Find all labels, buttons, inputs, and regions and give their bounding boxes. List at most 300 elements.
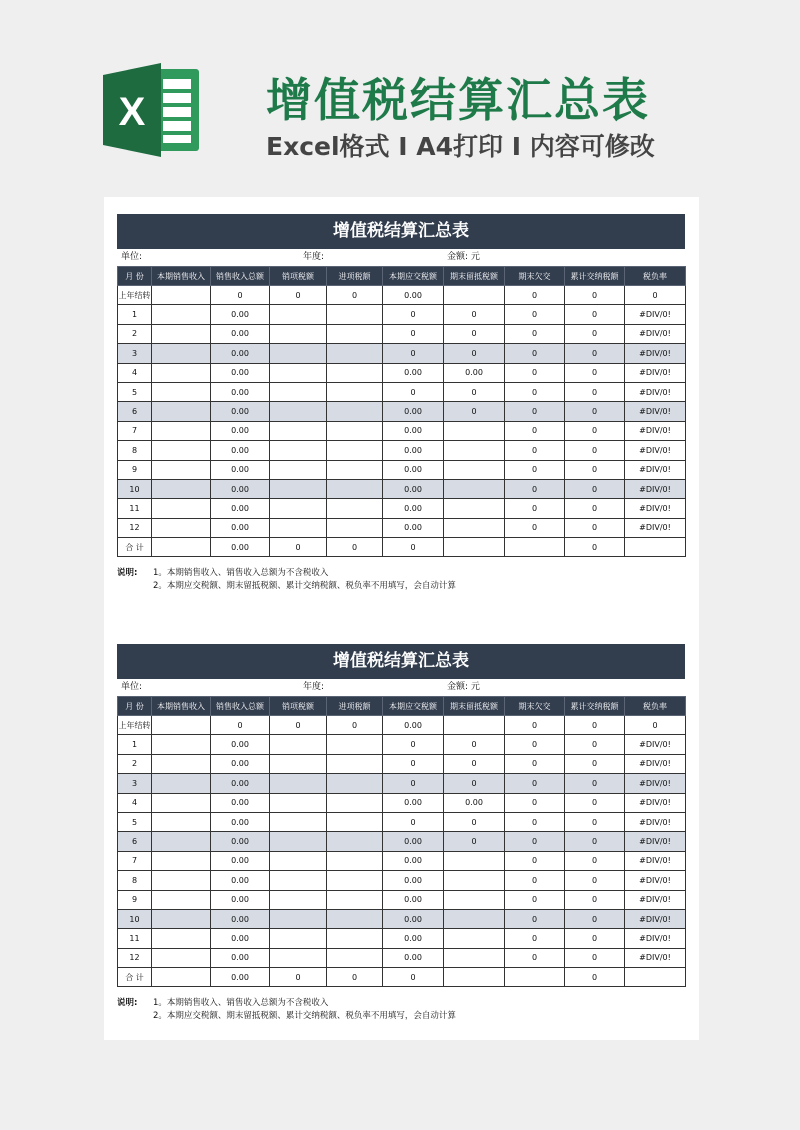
table-cell[interactable]: #DIV/0! bbox=[625, 774, 686, 793]
table-cell[interactable]: 0 bbox=[565, 499, 625, 518]
table-cell[interactable]: 0 bbox=[505, 793, 565, 812]
table-cell[interactable]: 0 bbox=[505, 754, 565, 773]
table-cell[interactable]: 0 bbox=[625, 716, 686, 735]
table-cell[interactable]: 0.00 bbox=[383, 716, 444, 735]
table-cell[interactable]: 0.00 bbox=[211, 812, 270, 831]
table-cell[interactable]: 0.00 bbox=[211, 324, 270, 343]
table-cell[interactable] bbox=[505, 968, 565, 987]
table-cell[interactable]: 0 bbox=[444, 324, 505, 343]
table-cell[interactable] bbox=[152, 324, 211, 343]
table-cell[interactable] bbox=[444, 538, 505, 557]
table-cell[interactable] bbox=[444, 460, 505, 479]
table-cell[interactable] bbox=[152, 421, 211, 440]
table-cell[interactable] bbox=[327, 479, 383, 498]
table-cell[interactable]: 0 bbox=[505, 460, 565, 479]
table-cell[interactable]: #DIV/0! bbox=[625, 402, 686, 421]
table-cell[interactable] bbox=[152, 871, 211, 890]
table-cell[interactable]: 0 bbox=[565, 286, 625, 305]
table-cell[interactable]: 0 bbox=[565, 793, 625, 812]
table-cell[interactable]: 0 bbox=[505, 344, 565, 363]
table-cell[interactable] bbox=[270, 305, 327, 324]
table-cell[interactable] bbox=[152, 460, 211, 479]
table-cell[interactable] bbox=[327, 890, 383, 909]
table-cell[interactable] bbox=[327, 793, 383, 812]
table-cell[interactable]: 0.00 bbox=[211, 851, 270, 870]
table-cell[interactable] bbox=[152, 518, 211, 537]
table-cell[interactable]: 0 bbox=[211, 286, 270, 305]
table-cell[interactable] bbox=[444, 421, 505, 440]
table-cell[interactable]: 3 bbox=[118, 344, 152, 363]
table-cell[interactable]: 0 bbox=[505, 518, 565, 537]
table-cell[interactable] bbox=[327, 305, 383, 324]
table-cell[interactable]: 0.00 bbox=[383, 441, 444, 460]
table-cell[interactable]: 0 bbox=[444, 754, 505, 773]
table-body bbox=[118, 286, 686, 557]
table-cell[interactable]: 5 bbox=[118, 812, 152, 831]
table-cell[interactable]: 0 bbox=[270, 286, 327, 305]
table-cell[interactable]: 0 bbox=[211, 716, 270, 735]
table-cell[interactable]: 0 bbox=[565, 871, 625, 890]
table-cell[interactable] bbox=[152, 716, 211, 735]
table-cell[interactable]: 0 bbox=[505, 890, 565, 909]
table-cell[interactable] bbox=[327, 871, 383, 890]
table-cell[interactable]: 0.00 bbox=[211, 382, 270, 401]
table-cell[interactable] bbox=[152, 538, 211, 557]
table-cell[interactable] bbox=[152, 402, 211, 421]
table-cell[interactable]: 0.00 bbox=[383, 851, 444, 870]
table-cell[interactable]: 4 bbox=[118, 793, 152, 812]
banner-subtitle: Excel格式 I A4打印 I 内容可修改 bbox=[266, 132, 655, 161]
amount-label: 金额: 元 bbox=[447, 682, 480, 692]
table-cell[interactable]: 0.00 bbox=[211, 968, 270, 987]
table-cell[interactable]: 9 bbox=[118, 460, 152, 479]
table-cell[interactable] bbox=[270, 402, 327, 421]
table-cell[interactable] bbox=[444, 929, 505, 948]
table-cell[interactable] bbox=[270, 518, 327, 537]
table-cell[interactable] bbox=[270, 754, 327, 773]
table-cell[interactable] bbox=[270, 793, 327, 812]
table-cell[interactable] bbox=[270, 812, 327, 831]
table-cell[interactable]: #DIV/0! bbox=[625, 735, 686, 754]
table-cell[interactable] bbox=[444, 479, 505, 498]
table-cell[interactable]: 0 bbox=[565, 890, 625, 909]
table-cell[interactable]: 6 bbox=[118, 402, 152, 421]
table-cell[interactable] bbox=[327, 754, 383, 773]
table-cell[interactable]: 1 bbox=[118, 305, 152, 324]
table-row bbox=[118, 735, 686, 754]
table-cell[interactable] bbox=[327, 851, 383, 870]
table-cell[interactable] bbox=[444, 286, 505, 305]
table-cell[interactable]: 0.00 bbox=[211, 538, 270, 557]
table-cell[interactable] bbox=[152, 929, 211, 948]
table-cell[interactable]: 0 bbox=[270, 968, 327, 987]
table-cell[interactable]: #DIV/0! bbox=[625, 479, 686, 498]
table-cell[interactable]: 0.00 bbox=[383, 460, 444, 479]
table-cell[interactable]: #DIV/0! bbox=[625, 871, 686, 890]
table-cell[interactable] bbox=[327, 812, 383, 831]
table-cell[interactable] bbox=[327, 402, 383, 421]
table-cell[interactable] bbox=[327, 441, 383, 460]
table-cell[interactable] bbox=[270, 441, 327, 460]
table-cell[interactable]: #DIV/0! bbox=[625, 851, 686, 870]
table-cell[interactable]: 0.00 bbox=[383, 793, 444, 812]
table-cell[interactable]: #DIV/0! bbox=[625, 754, 686, 773]
table-cell[interactable]: 0.00 bbox=[383, 402, 444, 421]
table-cell[interactable] bbox=[270, 421, 327, 440]
table-cell[interactable] bbox=[152, 441, 211, 460]
banner-title: 增值税结算汇总表 bbox=[266, 73, 650, 127]
table-cell[interactable]: #DIV/0! bbox=[625, 324, 686, 343]
note-line: 1。本期销售收入、销售收入总额为不含税收入 bbox=[153, 568, 329, 579]
table-cell[interactable] bbox=[444, 499, 505, 518]
table-cell[interactable]: 12 bbox=[118, 948, 152, 967]
table-cell[interactable] bbox=[152, 968, 211, 987]
table-cell[interactable]: 0 bbox=[565, 460, 625, 479]
table-cell[interactable]: #DIV/0! bbox=[625, 812, 686, 831]
table-cell[interactable] bbox=[152, 305, 211, 324]
table-cell[interactable]: 0 bbox=[565, 735, 625, 754]
table-cell[interactable]: 0.00 bbox=[383, 871, 444, 890]
table-cell[interactable] bbox=[327, 460, 383, 479]
table-cell[interactable]: 0.00 bbox=[211, 479, 270, 498]
table-cell[interactable]: 9 bbox=[118, 890, 152, 909]
table-cell[interactable]: 5 bbox=[118, 382, 152, 401]
table-cell[interactable]: 7 bbox=[118, 851, 152, 870]
table-cell[interactable] bbox=[152, 948, 211, 967]
table-cell[interactable]: 0.00 bbox=[211, 948, 270, 967]
table-cell[interactable]: 0 bbox=[565, 344, 625, 363]
table-cell[interactable]: 4 bbox=[118, 363, 152, 382]
table-cell[interactable]: 0.00 bbox=[211, 735, 270, 754]
header-row bbox=[118, 267, 686, 286]
table-cell[interactable] bbox=[152, 851, 211, 870]
table-cell[interactable]: 0 bbox=[565, 968, 625, 987]
table-cell[interactable]: 0 bbox=[625, 286, 686, 305]
table-cell[interactable]: 0 bbox=[270, 538, 327, 557]
table-cell[interactable]: 0 bbox=[444, 402, 505, 421]
table-cell[interactable]: 0.00 bbox=[211, 402, 270, 421]
table-cell[interactable] bbox=[152, 774, 211, 793]
table-cell[interactable]: 0 bbox=[505, 421, 565, 440]
table-cell[interactable] bbox=[152, 382, 211, 401]
table-cell[interactable]: 1 bbox=[118, 735, 152, 754]
table-cell[interactable]: 0.00 bbox=[383, 890, 444, 909]
table-cell[interactable]: 0 bbox=[444, 305, 505, 324]
table-cell[interactable]: 0 bbox=[505, 909, 565, 928]
col-header: 本期销售收入 bbox=[152, 697, 211, 716]
table-cell[interactable]: 合 计 bbox=[118, 968, 152, 987]
table-cell[interactable] bbox=[152, 754, 211, 773]
table-cell[interactable] bbox=[327, 735, 383, 754]
sheet-title: 增值税结算汇总表 bbox=[117, 644, 685, 679]
table-cell[interactable]: 11 bbox=[118, 499, 152, 518]
table-cell[interactable] bbox=[327, 832, 383, 851]
table-cell[interactable] bbox=[505, 538, 565, 557]
sheet-meta-row bbox=[117, 249, 685, 266]
table-cell[interactable]: 0.00 bbox=[383, 518, 444, 537]
table-cell[interactable]: 0 bbox=[565, 832, 625, 851]
table-cell[interactable]: 0 bbox=[505, 305, 565, 324]
table-cell[interactable] bbox=[152, 479, 211, 498]
table-cell[interactable] bbox=[270, 929, 327, 948]
table-cell[interactable] bbox=[270, 363, 327, 382]
table-cell[interactable] bbox=[152, 344, 211, 363]
table-cell[interactable]: 0 bbox=[565, 518, 625, 537]
table-cell[interactable]: 0.00 bbox=[383, 929, 444, 948]
table-cell[interactable] bbox=[270, 460, 327, 479]
table-cell[interactable]: 0 bbox=[565, 909, 625, 928]
table-cell[interactable]: 0.00 bbox=[383, 363, 444, 382]
table-cell[interactable]: #DIV/0! bbox=[625, 832, 686, 851]
table-cell[interactable]: 0.00 bbox=[383, 286, 444, 305]
table-cell[interactable]: 0 bbox=[565, 812, 625, 831]
table-cell[interactable]: #DIV/0! bbox=[625, 382, 686, 401]
table-cell[interactable]: 0.00 bbox=[211, 460, 270, 479]
table-cell[interactable] bbox=[270, 832, 327, 851]
table-cell[interactable]: 0 bbox=[383, 538, 444, 557]
table-cell[interactable]: 上年结转 bbox=[118, 286, 152, 305]
table-cell[interactable] bbox=[152, 909, 211, 928]
table-cell[interactable]: 0 bbox=[383, 812, 444, 831]
table-cell[interactable]: 8 bbox=[118, 441, 152, 460]
table-cell[interactable]: 0 bbox=[444, 344, 505, 363]
table-cell[interactable]: 0 bbox=[327, 538, 383, 557]
table-cell[interactable]: 0 bbox=[565, 324, 625, 343]
document-page bbox=[104, 197, 699, 1040]
table-cell[interactable] bbox=[327, 774, 383, 793]
table-cell[interactable]: 0 bbox=[505, 441, 565, 460]
table-cell[interactable] bbox=[327, 518, 383, 537]
table-cell[interactable]: #DIV/0! bbox=[625, 948, 686, 967]
table-cell[interactable]: 0.00 bbox=[211, 929, 270, 948]
table-cell[interactable]: 0.00 bbox=[383, 948, 444, 967]
table-cell[interactable]: 0 bbox=[505, 812, 565, 831]
table-cell[interactable]: 0 bbox=[505, 948, 565, 967]
table-cell[interactable]: 0.00 bbox=[211, 499, 270, 518]
table-cell[interactable]: 8 bbox=[118, 871, 152, 890]
table-cell[interactable]: 2 bbox=[118, 754, 152, 773]
table-cell[interactable]: 10 bbox=[118, 909, 152, 928]
table-row bbox=[118, 774, 686, 793]
table-cell[interactable]: 0 bbox=[444, 812, 505, 831]
table-cell[interactable]: 0 bbox=[505, 851, 565, 870]
table-cell[interactable] bbox=[152, 890, 211, 909]
table-cell[interactable]: 0 bbox=[505, 871, 565, 890]
table-cell[interactable]: #DIV/0! bbox=[625, 890, 686, 909]
table-cell[interactable] bbox=[625, 538, 686, 557]
table-cell[interactable]: 0 bbox=[505, 929, 565, 948]
table-cell[interactable] bbox=[444, 518, 505, 537]
table-cell[interactable]: 0 bbox=[565, 929, 625, 948]
table-cell[interactable]: 0.00 bbox=[211, 421, 270, 440]
table-cell[interactable]: 0 bbox=[565, 363, 625, 382]
table-cell[interactable]: 0 bbox=[383, 324, 444, 343]
table-cell[interactable]: 0 bbox=[565, 479, 625, 498]
table-cell[interactable]: 0 bbox=[505, 382, 565, 401]
table-cell[interactable] bbox=[270, 499, 327, 518]
table-cell[interactable]: 0 bbox=[505, 479, 565, 498]
table-cell[interactable]: 0.00 bbox=[444, 793, 505, 812]
table-cell[interactable] bbox=[327, 929, 383, 948]
table-cell[interactable] bbox=[444, 890, 505, 909]
table-cell[interactable]: 0 bbox=[505, 363, 565, 382]
table-cell[interactable] bbox=[270, 735, 327, 754]
table-cell[interactable]: 0 bbox=[444, 735, 505, 754]
table-cell[interactable]: 0 bbox=[565, 774, 625, 793]
table-cell[interactable] bbox=[625, 968, 686, 987]
table-cell[interactable]: 0 bbox=[505, 832, 565, 851]
table-cell[interactable]: #DIV/0! bbox=[625, 363, 686, 382]
table-cell[interactable]: 0 bbox=[565, 421, 625, 440]
table-cell[interactable] bbox=[270, 851, 327, 870]
table-cell[interactable]: 2 bbox=[118, 324, 152, 343]
table-cell[interactable]: 0.00 bbox=[211, 774, 270, 793]
table-cell[interactable] bbox=[270, 774, 327, 793]
table-cell[interactable]: #DIV/0! bbox=[625, 793, 686, 812]
table-cell[interactable]: 0 bbox=[505, 774, 565, 793]
table-cell[interactable]: 0 bbox=[565, 305, 625, 324]
table-cell[interactable]: 0.00 bbox=[211, 518, 270, 537]
col-header: 进项税额 bbox=[327, 267, 383, 286]
table-cell[interactable]: 0.00 bbox=[383, 421, 444, 440]
table-cell[interactable] bbox=[444, 441, 505, 460]
table-cell[interactable] bbox=[270, 909, 327, 928]
table-cell[interactable] bbox=[152, 499, 211, 518]
table-cell[interactable]: 0 bbox=[383, 754, 444, 773]
table-cell[interactable] bbox=[327, 363, 383, 382]
table-cell[interactable]: #DIV/0! bbox=[625, 518, 686, 537]
table-cell[interactable] bbox=[270, 382, 327, 401]
table-cell[interactable] bbox=[270, 871, 327, 890]
table-cell[interactable]: 12 bbox=[118, 518, 152, 537]
table-cell[interactable]: 0.00 bbox=[211, 441, 270, 460]
table-cell[interactable]: #DIV/0! bbox=[625, 460, 686, 479]
table-cell[interactable] bbox=[327, 909, 383, 928]
table-cell[interactable] bbox=[444, 909, 505, 928]
table-cell[interactable]: 0 bbox=[505, 286, 565, 305]
table-cell[interactable]: #DIV/0! bbox=[625, 421, 686, 440]
table-cell[interactable] bbox=[152, 812, 211, 831]
table-cell[interactable]: 0 bbox=[444, 382, 505, 401]
table-cell[interactable]: 0 bbox=[505, 499, 565, 518]
table-cell[interactable]: 0 bbox=[383, 735, 444, 754]
table-cell[interactable]: 3 bbox=[118, 774, 152, 793]
table-cell[interactable]: 0 bbox=[270, 716, 327, 735]
table-cell[interactable]: #DIV/0! bbox=[625, 305, 686, 324]
table-cell[interactable] bbox=[270, 344, 327, 363]
table-cell[interactable] bbox=[270, 890, 327, 909]
table-cell[interactable]: 11 bbox=[118, 929, 152, 948]
table-cell[interactable]: 上年结转 bbox=[118, 716, 152, 735]
table-cell[interactable]: 0 bbox=[327, 716, 383, 735]
table-cell[interactable]: 0.00 bbox=[211, 909, 270, 928]
table-cell[interactable] bbox=[327, 382, 383, 401]
table-cell[interactable]: 0 bbox=[383, 774, 444, 793]
table-cell[interactable]: 0.00 bbox=[211, 305, 270, 324]
table-cell[interactable]: 0 bbox=[505, 402, 565, 421]
table-cell[interactable]: 0 bbox=[565, 538, 625, 557]
table-cell[interactable]: 0.00 bbox=[383, 909, 444, 928]
table-cell[interactable]: 0 bbox=[327, 968, 383, 987]
table-cell[interactable]: #DIV/0! bbox=[625, 344, 686, 363]
table-cell[interactable]: 0.00 bbox=[211, 754, 270, 773]
table-cell[interactable]: 0.00 bbox=[211, 363, 270, 382]
table-cell[interactable]: 0.00 bbox=[444, 363, 505, 382]
table-cell[interactable]: 0.00 bbox=[211, 832, 270, 851]
table-cell[interactable] bbox=[444, 968, 505, 987]
table-cell[interactable] bbox=[152, 735, 211, 754]
table-row bbox=[118, 929, 686, 948]
table-cell[interactable]: 0.00 bbox=[211, 344, 270, 363]
table-cell[interactable]: 0 bbox=[505, 716, 565, 735]
table-cell[interactable] bbox=[327, 948, 383, 967]
table-cell[interactable]: 0 bbox=[565, 851, 625, 870]
table-cell[interactable]: #DIV/0! bbox=[625, 929, 686, 948]
table-cell[interactable]: #DIV/0! bbox=[625, 441, 686, 460]
table-cell[interactable] bbox=[327, 499, 383, 518]
table-cell[interactable]: 0 bbox=[565, 716, 625, 735]
table-cell[interactable]: 0 bbox=[565, 441, 625, 460]
table-cell[interactable] bbox=[152, 832, 211, 851]
table-cell[interactable]: 7 bbox=[118, 421, 152, 440]
table-cell[interactable] bbox=[327, 324, 383, 343]
table-cell[interactable] bbox=[152, 363, 211, 382]
table-row bbox=[118, 499, 686, 518]
table-cell[interactable]: 0.00 bbox=[211, 871, 270, 890]
table-cell[interactable] bbox=[270, 479, 327, 498]
table-cell[interactable]: 0 bbox=[383, 968, 444, 987]
table-cell[interactable]: 0 bbox=[327, 286, 383, 305]
col-header: 累计交纳税额 bbox=[565, 697, 625, 716]
table-cell[interactable]: 0 bbox=[565, 382, 625, 401]
table-cell[interactable]: 10 bbox=[118, 479, 152, 498]
table-cell[interactable] bbox=[444, 851, 505, 870]
table-cell[interactable]: 6 bbox=[118, 832, 152, 851]
table-cell[interactable]: 0.00 bbox=[383, 499, 444, 518]
table-cell[interactable] bbox=[444, 948, 505, 967]
table-cell[interactable] bbox=[270, 948, 327, 967]
col-header: 期末欠交 bbox=[505, 267, 565, 286]
table-cell[interactable] bbox=[152, 286, 211, 305]
table-cell[interactable]: 合 计 bbox=[118, 538, 152, 557]
table-row bbox=[118, 363, 686, 382]
table-cell[interactable]: 0 bbox=[505, 735, 565, 754]
table-row bbox=[118, 518, 686, 537]
table-cell[interactable]: 0.00 bbox=[383, 832, 444, 851]
table-cell[interactable]: 0 bbox=[383, 382, 444, 401]
table-cell[interactable] bbox=[444, 716, 505, 735]
table-cell[interactable]: 0 bbox=[444, 774, 505, 793]
table-cell[interactable] bbox=[270, 324, 327, 343]
table-cell[interactable]: 0 bbox=[383, 305, 444, 324]
table-cell[interactable] bbox=[327, 421, 383, 440]
table-cell[interactable]: 0 bbox=[383, 344, 444, 363]
table-cell[interactable]: 0 bbox=[444, 832, 505, 851]
table-cell[interactable]: #DIV/0! bbox=[625, 909, 686, 928]
table-cell[interactable]: 0.00 bbox=[211, 890, 270, 909]
table-cell[interactable]: 0.00 bbox=[383, 479, 444, 498]
table-cell[interactable] bbox=[152, 793, 211, 812]
table-cell[interactable]: #DIV/0! bbox=[625, 499, 686, 518]
table-cell[interactable] bbox=[444, 871, 505, 890]
table-cell[interactable]: 0 bbox=[565, 402, 625, 421]
table-cell[interactable]: 0 bbox=[565, 754, 625, 773]
table-cell[interactable]: 0 bbox=[565, 948, 625, 967]
col-header: 期末留抵税额 bbox=[444, 267, 505, 286]
table-cell[interactable] bbox=[327, 344, 383, 363]
table-cell[interactable]: 0 bbox=[505, 324, 565, 343]
table-cell[interactable]: 0.00 bbox=[211, 793, 270, 812]
